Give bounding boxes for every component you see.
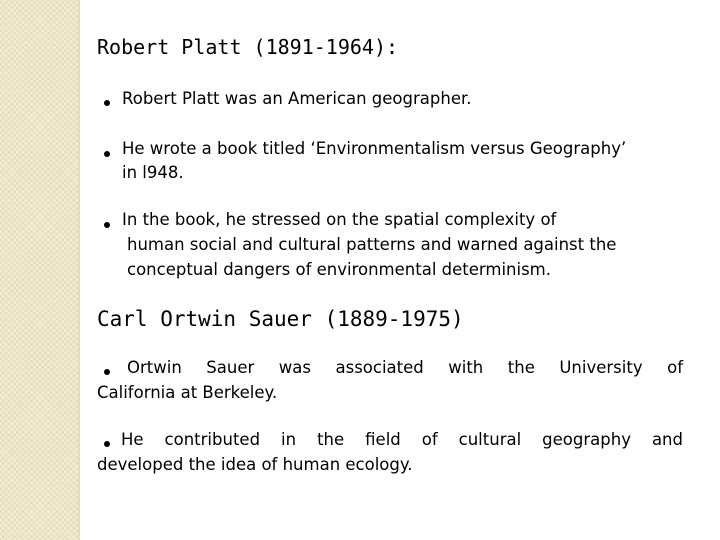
bullet-text: He wrote a book titled ‘Environmentalism versus Geography’ — [122, 139, 627, 158]
bullet-text: Ortwin Sauer was associated with the University of — [127, 358, 683, 377]
bullet-text-continued: human social and cultural patterns and warned against the — [127, 235, 617, 254]
bullet-dot-icon — [104, 100, 110, 106]
bullet-text: In the book, he stressed on the spatial complexity of — [122, 210, 557, 229]
bullet-text-continued: in l948. — [122, 163, 184, 182]
bullet-dot-icon — [104, 369, 110, 375]
bullet-dot-icon — [104, 222, 110, 228]
bullet-dot-icon — [104, 151, 110, 157]
section-title-robert-platt: Robert Platt (1891-1964): — [97, 35, 399, 59]
section-title-carl-sauer: Carl Ortwin Sauer (1889-1975) — [97, 307, 464, 331]
decorative-side-strip — [0, 0, 80, 540]
bullet-text: He contributed in the field of cultural geography and — [121, 430, 683, 449]
bullet-dot-icon — [104, 441, 110, 447]
bullet-text-continued: developed the idea of human ecology. — [97, 455, 413, 474]
bullet-text-continued: conceptual dangers of environmental determinism. — [127, 260, 552, 279]
bullet-text: Robert Platt was an American geographer. — [122, 89, 472, 108]
bullet-text-continued: California at Berkeley. — [97, 383, 278, 402]
